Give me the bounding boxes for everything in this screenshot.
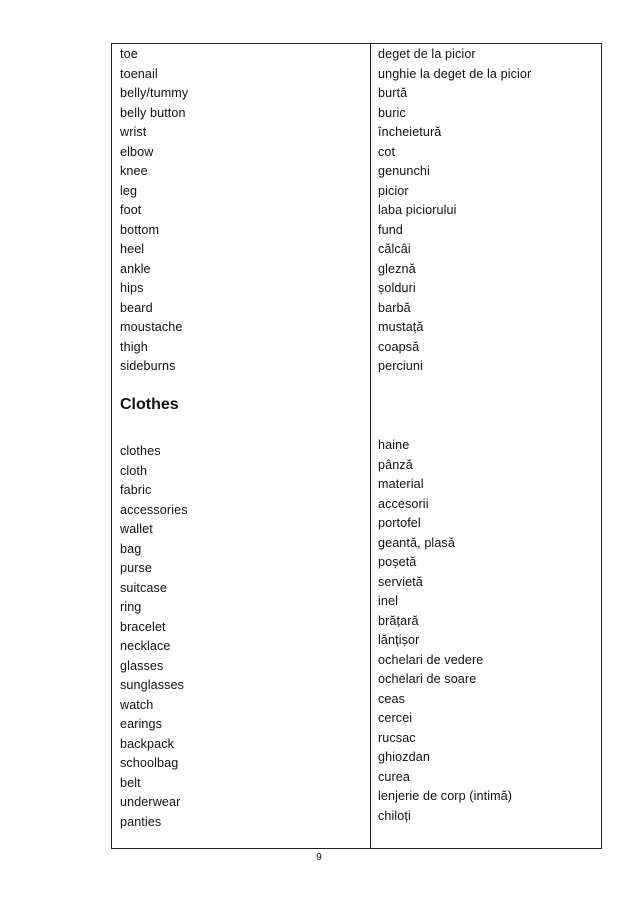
romanian-term: genunchi <box>378 164 430 178</box>
english-term: belt <box>120 775 141 790</box>
romanian-term: mustață <box>378 320 424 334</box>
english-term: belly/tummy <box>120 86 189 100</box>
english-term: schoolbag <box>120 756 179 770</box>
romanian-term: burtă <box>378 86 408 100</box>
romanian-term: cercei <box>378 711 413 725</box>
english-term: beard <box>120 300 153 315</box>
english-term: watch <box>120 697 154 712</box>
romanian-term: cot <box>378 144 396 159</box>
english-term: bag <box>120 541 142 556</box>
english-term: fabric <box>120 483 152 497</box>
english-term: ankle <box>120 261 151 276</box>
english-term: suitcase <box>120 580 167 595</box>
english-body-terms-list <box>120 45 188 377</box>
english-term: clothes <box>120 444 161 458</box>
column-divider <box>370 43 371 849</box>
english-term: leg <box>120 183 138 198</box>
romanian-term: rucsac <box>378 730 416 745</box>
romanian-term: șolduri <box>378 281 416 295</box>
english-term: underwear <box>120 795 181 809</box>
romanian-term: lănțișor <box>378 633 420 647</box>
romanian-term: călcâi <box>378 242 411 256</box>
english-term: cloth <box>120 463 148 478</box>
english-clothes-terms-list <box>120 442 188 832</box>
romanian-term: încheietură <box>378 125 442 139</box>
romanian-term: barbă <box>378 300 411 315</box>
romanian-term: lenjerie de corp (intimă) <box>378 789 513 803</box>
romanian-term: chiloți <box>378 808 411 823</box>
english-term: heel <box>120 242 145 256</box>
english-term: necklace <box>120 639 171 653</box>
english-term: wallet <box>120 522 153 536</box>
romanian-term: fund <box>378 222 403 237</box>
romanian-term: portofel <box>378 516 421 530</box>
romanian-term: geantă, plasă <box>378 535 455 550</box>
romanian-term: deget de la picior <box>378 47 476 61</box>
english-term: panties <box>120 814 162 829</box>
romanian-term: pânză <box>378 457 413 472</box>
romanian-term: perciuni <box>378 359 423 373</box>
romanian-term: gleznă <box>378 261 416 276</box>
romanian-term: ghiozdan <box>378 750 430 764</box>
romanian-term: haine <box>378 438 410 452</box>
english-term: knee <box>120 164 148 178</box>
english-term: accessories <box>120 502 188 517</box>
english-term: purse <box>120 561 153 575</box>
english-term: moustache <box>120 320 183 334</box>
romanian-term: laba piciorului <box>378 203 457 217</box>
english-term: wrist <box>120 125 147 139</box>
english-term: earings <box>120 717 163 731</box>
english-term: glasses <box>120 658 164 673</box>
romanian-term: brățară <box>378 613 419 628</box>
romanian-body-terms-list <box>378 45 531 377</box>
romanian-term: coapsă <box>378 339 420 354</box>
english-term: thigh <box>120 339 148 354</box>
romanian-term: buric <box>378 105 406 120</box>
romanian-term: ochelari de soare <box>378 672 477 686</box>
english-term: sunglasses <box>120 678 185 692</box>
romanian-clothes-terms-list <box>378 436 512 826</box>
english-term: belly button <box>120 105 186 120</box>
english-term: hips <box>120 281 144 295</box>
romanian-term: servietă <box>378 574 423 589</box>
romanian-term: material <box>378 477 424 491</box>
english-term: backpack <box>120 736 175 751</box>
english-term: sideburns <box>120 359 176 373</box>
romanian-term: curea <box>378 769 411 784</box>
romanian-term: picior <box>378 183 409 198</box>
romanian-term: inel <box>378 594 399 608</box>
english-term: foot <box>120 203 142 217</box>
english-term: elbow <box>120 144 154 159</box>
english-term: bottom <box>120 222 160 237</box>
clothes-heading: Clothes <box>120 396 179 413</box>
romanian-term: unghie la deget de la picior <box>378 66 532 81</box>
romanian-term: ceas <box>378 691 406 706</box>
romanian-term: poșetă <box>378 555 417 569</box>
romanian-term: accesorii <box>378 496 429 511</box>
romanian-term: ochelari de vedere <box>378 652 484 667</box>
english-term: ring <box>120 600 142 614</box>
page-number: 9 <box>316 852 322 863</box>
english-term: toe <box>120 47 138 61</box>
english-term: bracelet <box>120 619 166 634</box>
english-term: toenail <box>120 66 158 81</box>
